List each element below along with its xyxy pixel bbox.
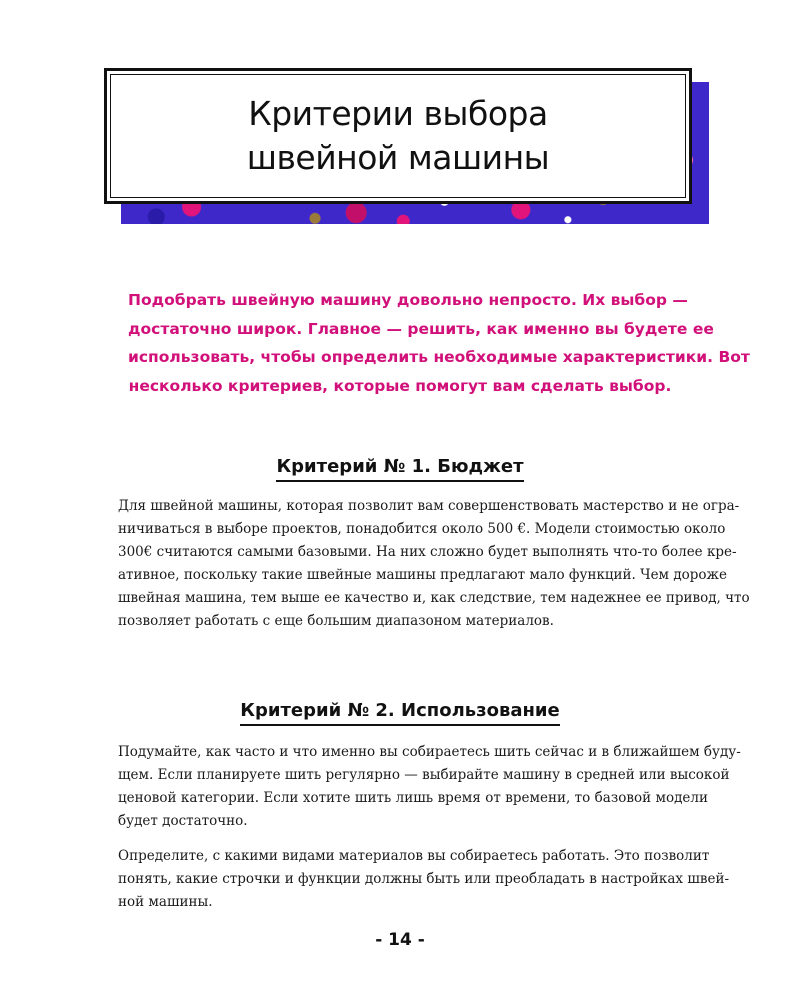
paragraph-line: Для швейной машины, которая позволит вам совершенствовать мастерство и не огра- xyxy=(118,498,740,514)
paragraph-line: Подумайте, как часто и что именно вы собираетесь шить сейчас и в ближайшем буду- xyxy=(118,744,741,760)
paragraph-line: ной машины. xyxy=(118,894,213,910)
paragraph-line: швейная машина, тем выше ее качество и, как следствие, тем надежнее ее привод, что xyxy=(118,590,750,606)
intro-text xyxy=(128,286,750,400)
intro-line: Подобрать швейную машину довольно непросто. Их выбор — xyxy=(128,291,688,309)
section-heading-text: Критерий № 2. Использование xyxy=(240,700,560,726)
page-title-line-2: швейной машины xyxy=(246,138,550,177)
paragraph-line: щем. Если планируете шить регулярно — выбирайте машину в средней или высокой xyxy=(118,767,730,783)
intro-line: использовать, чтобы определить необходимые характеристики. Вот xyxy=(128,348,750,367)
intro-line: достаточно широк. Главное — решить, как именно вы будете ее xyxy=(128,319,714,338)
section-heading-usage xyxy=(0,700,800,721)
paragraph-line: Определите, с какими видами материалов вы собираетесь работать. Это позволит xyxy=(118,848,710,864)
paragraph-line: ничиваться в выборе проектов, понадобится около 500 €. Модели стоимостью около xyxy=(118,521,726,537)
page-title-line-1: Критерии выбора xyxy=(248,94,548,133)
paragraph-line: будет достаточно. xyxy=(118,813,248,829)
section-heading-budget xyxy=(0,456,800,477)
page-number: - 14 - xyxy=(375,930,425,950)
usage-paragraph-1 xyxy=(118,741,741,833)
paragraph-line: ценовой категории. Если хотите шить лишь время от времени, то базовой модели xyxy=(118,790,708,806)
intro-line: несколько критериев, которые помогут вам сделать выбор. xyxy=(128,376,672,395)
paragraph-line: 300€ считаются самыми базовыми. На них сложно будет выполнять что-то более кре- xyxy=(118,544,737,560)
usage-paragraph-2 xyxy=(118,845,730,914)
paragraph-line: позволяет работать с еще большим диапазоном материалов. xyxy=(118,613,554,629)
budget-paragraph xyxy=(118,495,750,633)
paragraph-line: понять, какие строчки и функции должны быть или преобладать в настройках швей- xyxy=(118,871,730,887)
title-box xyxy=(104,68,692,204)
paragraph-line: ативное, поскольку такие швейные машины предлагают мало функций. Чем дороже xyxy=(118,567,727,583)
section-heading-text: Критерий № 1. Бюджет xyxy=(276,456,523,482)
